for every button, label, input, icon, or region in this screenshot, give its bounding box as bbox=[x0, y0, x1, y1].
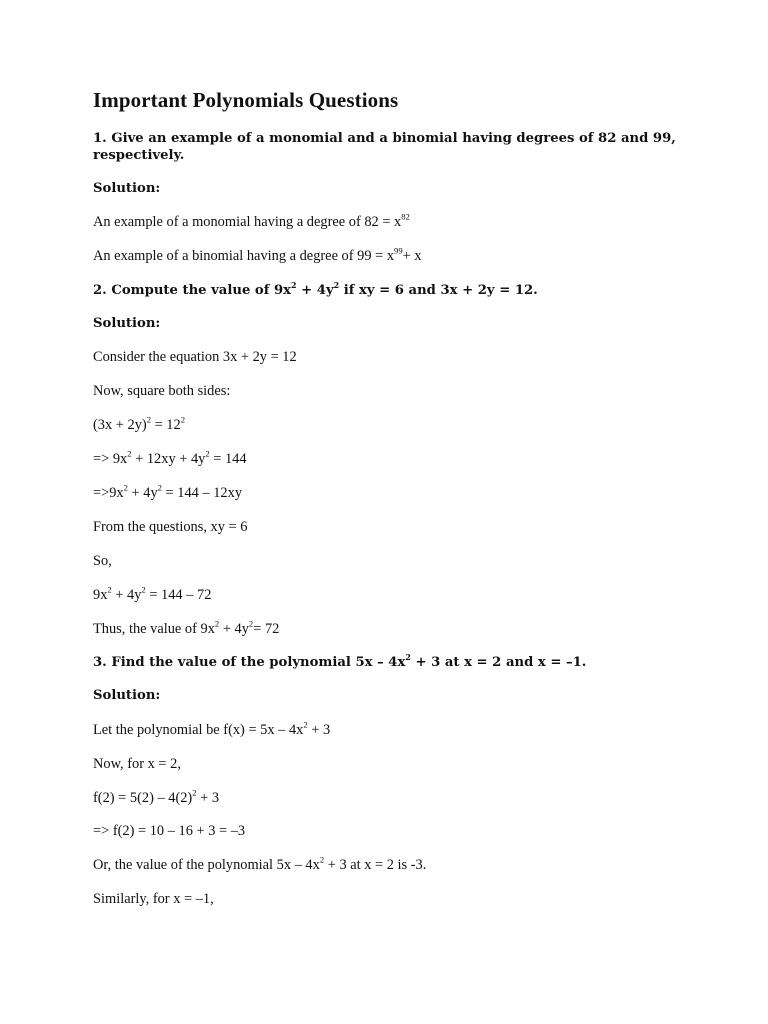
q2-step-2: Now, square both sides: bbox=[93, 383, 231, 399]
page-title: Important Polynomials Questions bbox=[93, 88, 399, 112]
q3-step-2: Now, for x = 2, bbox=[93, 756, 181, 772]
q2-step-4 bbox=[93, 448, 247, 468]
question-2-exp-1: 2 bbox=[291, 281, 297, 291]
q2-step-3 bbox=[93, 414, 186, 434]
q3-step-1-b: + 3 bbox=[307, 722, 331, 738]
q3-step-3-b: + 3 bbox=[196, 790, 220, 806]
q2-step-9 bbox=[93, 618, 280, 638]
q3-step-5-b: + 3 at x = 2 is -3. bbox=[324, 857, 427, 873]
q3-step-3 bbox=[93, 787, 220, 807]
q3-step-6: Similarly, for x = –1, bbox=[93, 891, 214, 907]
q2-step-3-b: = 12 bbox=[151, 417, 181, 433]
question-3-exp: 2 bbox=[405, 653, 411, 663]
q1-binomial-text: An example of a binomial having a degree of 99 = x bbox=[93, 248, 395, 264]
q2-step-4-a: => 9x bbox=[93, 451, 128, 467]
q1-monomial-example bbox=[93, 211, 410, 231]
q2-step-8-exp-2: 2 bbox=[141, 584, 146, 595]
q2-step-5-c: = 144 – 12xy bbox=[161, 485, 243, 501]
q2-step-4-exp-2: 2 bbox=[205, 448, 210, 459]
q1-binomial-example bbox=[93, 245, 422, 265]
question-1-line-1: 1. Give an example of a monomial and a binomial having degrees of 82 and 99, bbox=[93, 131, 676, 146]
q2-step-5 bbox=[93, 482, 243, 502]
question-3 bbox=[93, 655, 586, 670]
question-2-solution-label: Solution: bbox=[93, 316, 161, 331]
q3-step-3-a: f(2) = 5(2) – 4(2) bbox=[93, 790, 193, 806]
q2-step-5-a: =>9x bbox=[93, 485, 124, 501]
q2-step-5-exp-2: 2 bbox=[157, 482, 162, 493]
q1-binomial-tail: + x bbox=[402, 248, 422, 264]
question-2-text-b: + 4y bbox=[296, 283, 334, 298]
q2-step-9-exp-2: 2 bbox=[248, 618, 254, 629]
q2-step-9-c: = 72 bbox=[253, 621, 280, 637]
q2-step-9-a: Thus, the value of 9x bbox=[93, 621, 215, 637]
question-3-solution-label: Solution: bbox=[93, 688, 161, 703]
q3-step-5 bbox=[93, 854, 427, 874]
q2-step-8-c: = 144 – 72 bbox=[145, 587, 212, 603]
question-1-solution-label: Solution: bbox=[93, 181, 161, 196]
q2-step-8-b: + 4y bbox=[111, 587, 142, 603]
q2-step-3-exp-1: 2 bbox=[146, 414, 151, 425]
q3-step-3-exp: 2 bbox=[192, 787, 197, 798]
question-2-exp-2: 2 bbox=[333, 281, 340, 291]
q2-step-3-a: (3x + 2y) bbox=[93, 417, 147, 433]
q1-monomial-exponent: 82 bbox=[401, 211, 410, 222]
q2-step-4-b: + 12xy + 4y bbox=[131, 451, 206, 467]
q2-step-7: So, bbox=[93, 553, 112, 569]
q2-step-8 bbox=[93, 584, 212, 604]
q3-step-4: => f(2) = 10 – 16 + 3 = –3 bbox=[93, 823, 246, 839]
q2-step-4-c: = 144 bbox=[209, 451, 247, 467]
q2-step-1: Consider the equation 3x + 2y = 12 bbox=[93, 349, 297, 365]
q3-step-1-a: Let the polynomial be f(x) = 5x – 4x bbox=[93, 722, 304, 738]
q3-step-5-exp: 2 bbox=[319, 854, 325, 865]
q1-monomial-text: An example of a monomial having a degree of 82 = x bbox=[93, 214, 402, 230]
question-2-text-a: 2. Compute the value of 9x bbox=[93, 283, 292, 298]
question-1-line-2: respectively. bbox=[93, 148, 185, 163]
q2-step-9-b: + 4y bbox=[219, 621, 249, 637]
q2-step-5-b: + 4y bbox=[127, 485, 158, 501]
question-3-text-a: 3. Find the value of the polynomial 5x – 4x bbox=[93, 655, 406, 670]
q3-step-1-exp: 2 bbox=[303, 719, 308, 730]
q2-step-4-exp-1: 2 bbox=[127, 448, 132, 459]
question-3-text-b: + 3 at x = 2 and x = –1. bbox=[410, 655, 587, 670]
q2-step-3-exp-2: 2 bbox=[180, 414, 186, 425]
q2-step-5-exp-1: 2 bbox=[123, 482, 128, 493]
q2-step-6: From the questions, xy = 6 bbox=[93, 519, 248, 535]
q2-step-8-a: 9x bbox=[93, 587, 108, 603]
q3-step-1 bbox=[93, 719, 331, 739]
q2-step-9-exp-1: 2 bbox=[214, 618, 220, 629]
q1-binomial-exponent: 99 bbox=[394, 245, 403, 256]
q3-step-5-a: Or, the value of the polynomial 5x – 4x bbox=[93, 857, 320, 873]
question-2 bbox=[93, 283, 538, 298]
q2-step-8-exp-1: 2 bbox=[107, 584, 112, 595]
question-2-text-c: if xy = 6 and 3x + 2y = 12. bbox=[339, 283, 538, 298]
